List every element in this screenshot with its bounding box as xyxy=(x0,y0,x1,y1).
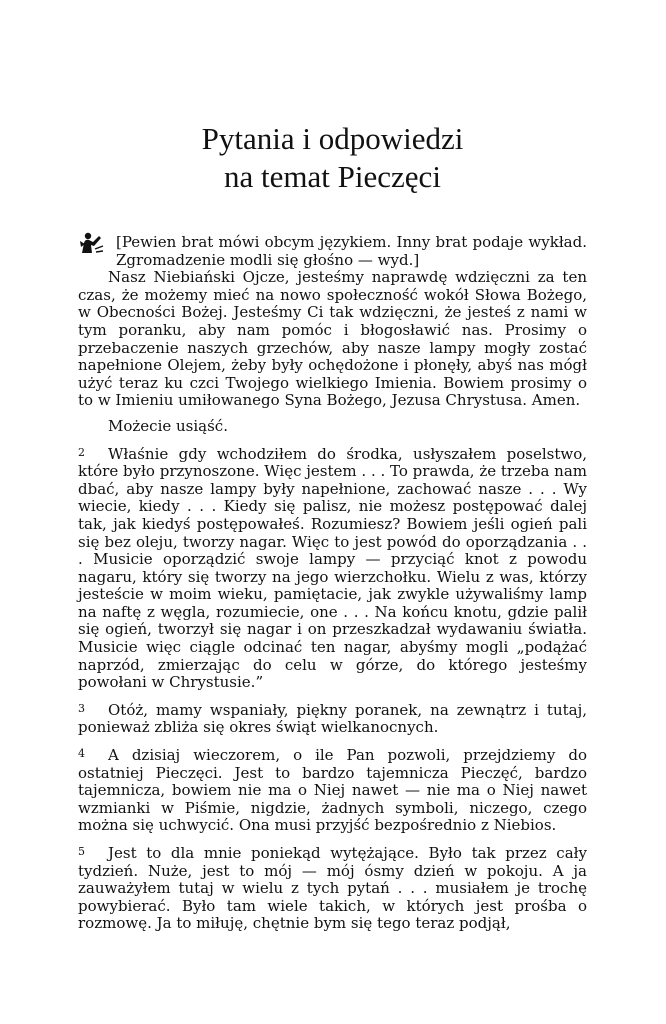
paragraph-number: 2 xyxy=(78,445,85,459)
paragraph-number: 3 xyxy=(78,701,85,715)
document-body xyxy=(78,234,587,933)
paragraph-5 xyxy=(78,843,587,933)
paragraph-number: 4 xyxy=(78,747,85,761)
paragraph-4 xyxy=(78,745,587,835)
paragraph-text: A dzisiaj wieczorem, o ile Pan pozwoli, przejdziemy do ostatniej Pieczęci. Jest to bardzo tajemnicza Pieczęć, bardzo tajemnicza, bowiem nie ma o Niej nawet — nie ma o Niej nawet wzmianki w Piśmie, nigdzie, żadnych symboli, niczego, czego można się uchwycić. Ona musi przyjść bezpośrednio z Niebios. xyxy=(78,746,587,835)
title-line-2: na temat Pieczęci xyxy=(224,159,441,194)
editorial-note xyxy=(78,234,587,269)
document-page xyxy=(78,0,587,933)
paragraph-3 xyxy=(78,700,587,737)
prayer-paragraph: Nasz Niebiański Ojcze, jesteśmy naprawdę wdzięczni za ten czas, że możemy mieć na nowo społeczność wokół Słowa Bożego, w Obecności Bożej. Jesteśmy Ci tak wdzięczni, że jesteś z nami w tym poranku, aby nam pomóc i błogosławić nas. Prosimy o przebaczenie naszych grzechów, aby nasze lampy mogły zostać napełnione Olejem, żeby były ochędożone i płonęły, abyś nas mógł użyć teraz ku czci Twojego wielkiego Imienia. Bowiem prosimy o to w Imieniu umiłowanego Syna Bożego, Jezusa Chrystusa. Amen. xyxy=(78,268,587,410)
paragraph-text: Otóż, mamy wspaniały, piękny poranek, na zewnątrz i tutaj, ponieważ zbliża się okres świąt wielkanocnych. xyxy=(78,700,587,737)
page-title xyxy=(78,120,587,196)
sit-paragraph: Możecie usiąść. xyxy=(108,416,228,435)
speaking-figure-icon xyxy=(78,232,104,254)
paragraph-number: 5 xyxy=(78,845,85,858)
paragraph-2 xyxy=(78,444,587,692)
paragraph-text: Jest to dla mnie poniekąd wytężające. Było tak przez cały tydzień. Nuże, jest to mój — mój ósmy dzień w pokoju. A ja zauważyłem tutaj w wielu z tych pytań . . . musiałem je trochę powybierać. Było tam wiele takich, w których jest prośba o rozmowę. Ja to miłuję, chętnie bym się tego teraz podjął, xyxy=(78,844,587,933)
title-line-1: Pytania i odpowiedzi xyxy=(201,121,464,156)
paragraph-text: Właśnie gdy wchodziłem do środka, usłyszałem poselstwo, które było przynoszone. Więc jestem . . . To prawda, że trzeba nam dbać, aby nasze lampy były napełnione, zachować nasze . . . Wy wiecie, kiedy . . . Kiedy się palisz, nie możesz postępować dalej tak, jak kiedyś postępowałeś. Rozumiesz? Bowiem jeśli ogień pali się bez oleju, tworzy nagar. Więc to jest powód do oporządzania . . . Musicie oporządzić swoje lampy — przyciąć knot z powodu nagaru, który się tworzy na jego wierzchołku. Wielu z was, którzy jesteście w moim wieku, pamiętacie, jak zwykle używaliśmy lamp na naftę z węgla, rozumiecie, one . . . Na końcu knotu, gdzie palił się ogień, tworzył się nagar i on przeszkadzał wydawaniu światła. Musicie więc ciągle odcinać ten nagar, abyśmy mogli „podążać naprzód, zmierzając do celu w górze, do którego jesteśmy powołani w Chrystusie.” xyxy=(78,444,587,692)
editorial-note-text: [Pewien brat mówi obcym językiem. Inny brat podaje wykład. Zgromadzenie modli się głośno — wyd.] xyxy=(116,233,587,269)
